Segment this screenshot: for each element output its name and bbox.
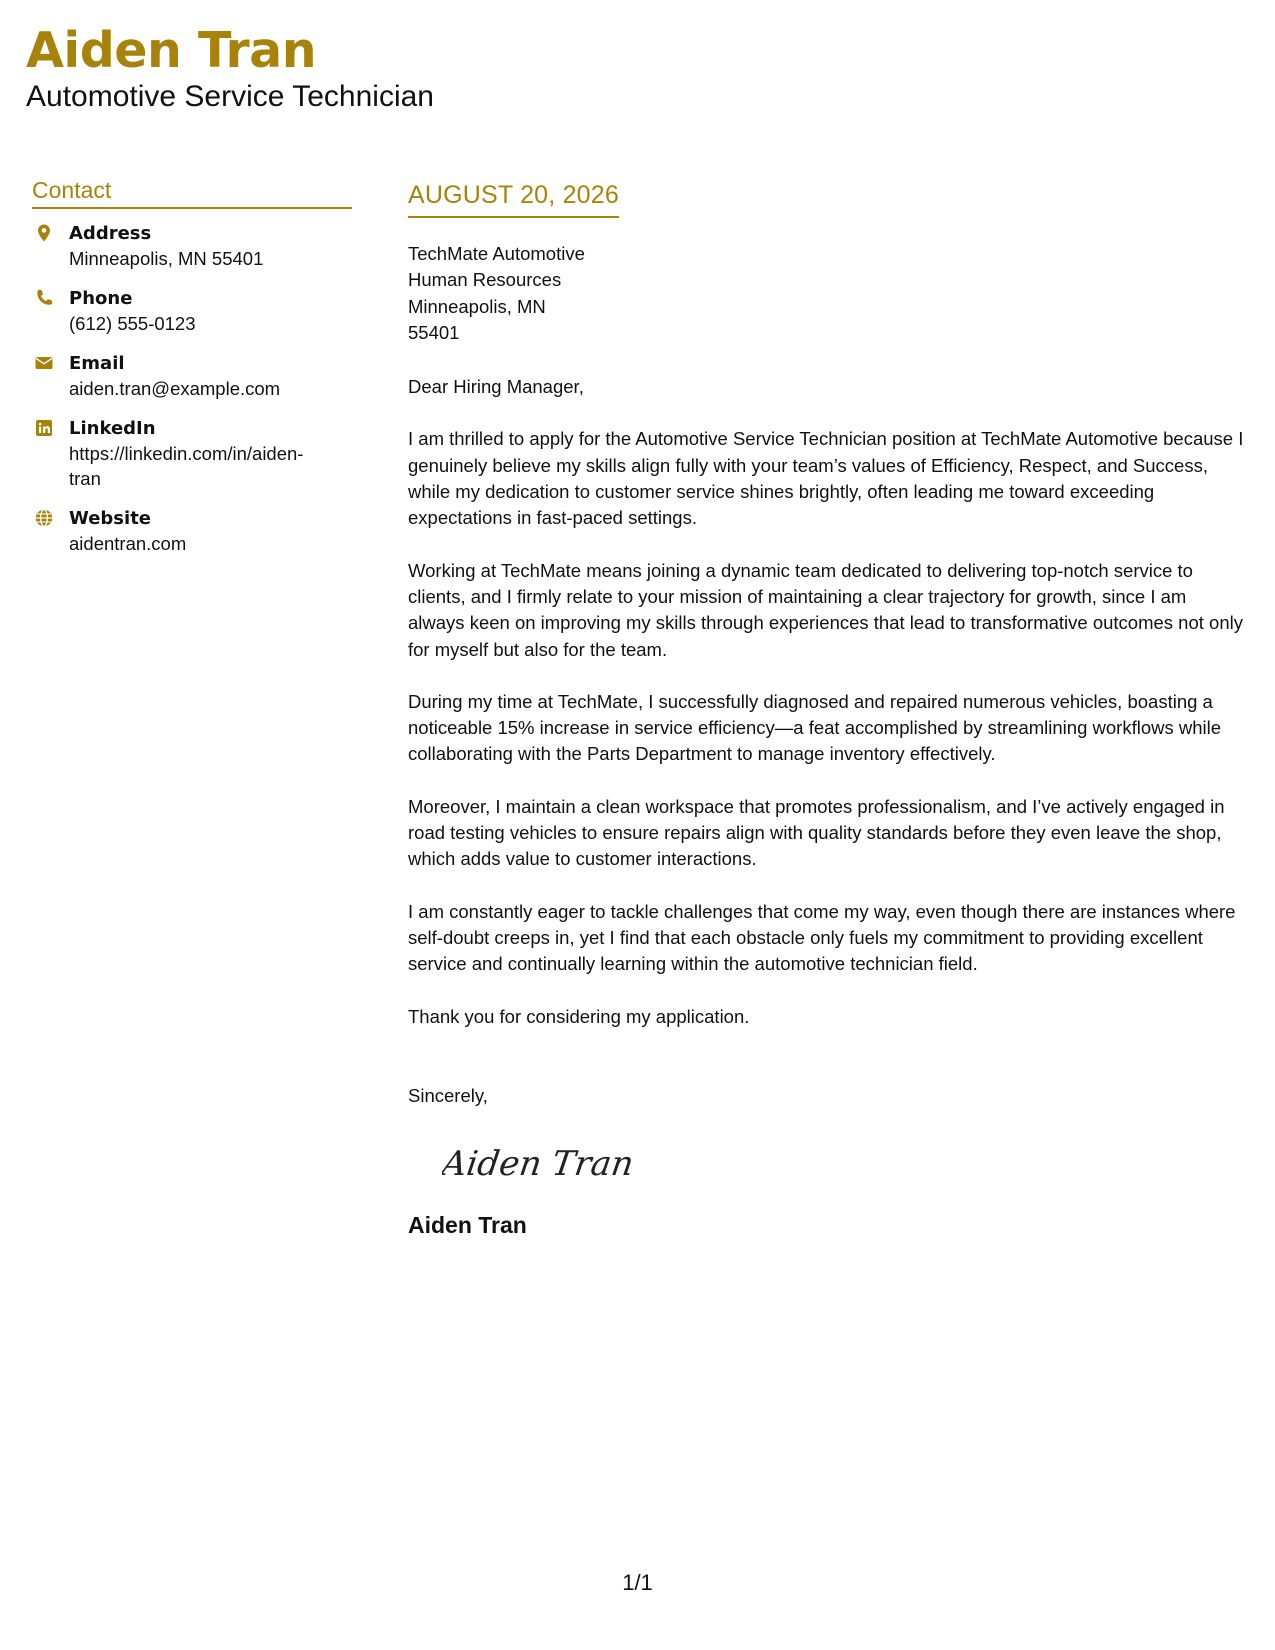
contact-label-address: Address bbox=[69, 223, 152, 244]
globe-icon bbox=[34, 508, 54, 528]
recipient-zip: 55401 bbox=[408, 321, 460, 343]
contact-phone bbox=[32, 286, 352, 336]
contact-value-phone: (612) 555-0123 bbox=[69, 313, 196, 334]
page-number: 1/1 bbox=[622, 1570, 653, 1595]
letter-date: AUGUST 20, 2026 bbox=[408, 180, 619, 218]
paragraph-3: During my time at TechMate, I successfully diagnosed and repaired numerous vehicles, boasting a noticeable 15% increase in service efficiency—a feat accomplished by streamlining workflows while collaborating with the Parts Department to manage inventory effectively. bbox=[408, 690, 1222, 765]
handwritten-signature bbox=[442, 1137, 672, 1187]
paragraph-6: Thank you for considering my application. bbox=[408, 1005, 750, 1027]
paragraph-1: I am thrilled to apply for the Automotive Service Technician position at TechMate Automotive because I genuinely believe my skills align fully with your team’s values of Efficiency, Respect, and Success, while my dedication to customer service shines brightly, often leading me toward exceeding expectations in fast-paced settings. bbox=[408, 428, 1244, 529]
recipient-block bbox=[408, 241, 1248, 346]
map-pin-icon bbox=[34, 223, 54, 243]
resume-header bbox=[26, 22, 434, 114]
linkedin-icon bbox=[34, 418, 54, 438]
letter-body bbox=[408, 180, 1248, 1239]
contact-sidebar bbox=[32, 176, 352, 571]
contact-linkedin bbox=[32, 416, 352, 491]
envelope-icon bbox=[34, 353, 54, 373]
contact-label-website: Website bbox=[69, 508, 152, 529]
signature bbox=[442, 1137, 1248, 1187]
contact-label-email: Email bbox=[69, 353, 125, 374]
paragraph-5: I am constantly eager to tackle challenges that come my way, even though there are instances where self-doubt creeps in, yet I find that each obstacle only fuels my commitment to providing excellent service and continually learning within the automotive technician field. bbox=[408, 900, 1236, 975]
contact-value-linkedin[interactable]: https://linkedin.com/in/aiden-tran bbox=[69, 443, 304, 489]
svg-text:Aiden Tran: Aiden Tran bbox=[442, 1143, 637, 1184]
salutation: Dear Hiring Manager, bbox=[408, 376, 584, 398]
recipient-department: Human Resources bbox=[408, 269, 562, 291]
contact-address bbox=[32, 221, 352, 271]
phone-icon bbox=[34, 288, 54, 308]
recipient-city: Minneapolis, MN bbox=[408, 295, 546, 317]
contact-value-address: Minneapolis, MN 55401 bbox=[69, 248, 264, 269]
job-title: Automotive Service Technician bbox=[26, 80, 434, 113]
contact-label-linkedin: LinkedIn bbox=[69, 418, 156, 439]
paragraph-2: Working at TechMate means joining a dynamic team dedicated to delivering top-notch service to clients, and I firmly relate to your mission of maintaining a clear trajectory for growth, since I am always keen on improving my skills through experiences that lead to transformative outcomes not only for myself but also for the team. bbox=[408, 559, 1243, 660]
contact-value-email: aiden.tran@example.com bbox=[69, 378, 281, 399]
closing: Sincerely, bbox=[408, 1084, 488, 1106]
contact-website bbox=[32, 506, 352, 556]
applicant-name: Aiden Tran bbox=[26, 22, 317, 79]
paragraph-4: Moreover, I maintain a clean workspace that promotes professionalism, and I’ve actively engaged in road testing vehicles to ensure repairs align with quality standards before they even leave the shop, which adds value to customer interactions. bbox=[408, 795, 1225, 870]
contact-email bbox=[32, 351, 352, 401]
contact-heading: Contact bbox=[32, 176, 352, 209]
contact-label-phone: Phone bbox=[69, 288, 133, 309]
signer-name: Aiden Tran bbox=[408, 1211, 527, 1238]
recipient-company: TechMate Automotive bbox=[408, 243, 585, 264]
contact-value-website[interactable]: aidentran.com bbox=[69, 533, 187, 554]
